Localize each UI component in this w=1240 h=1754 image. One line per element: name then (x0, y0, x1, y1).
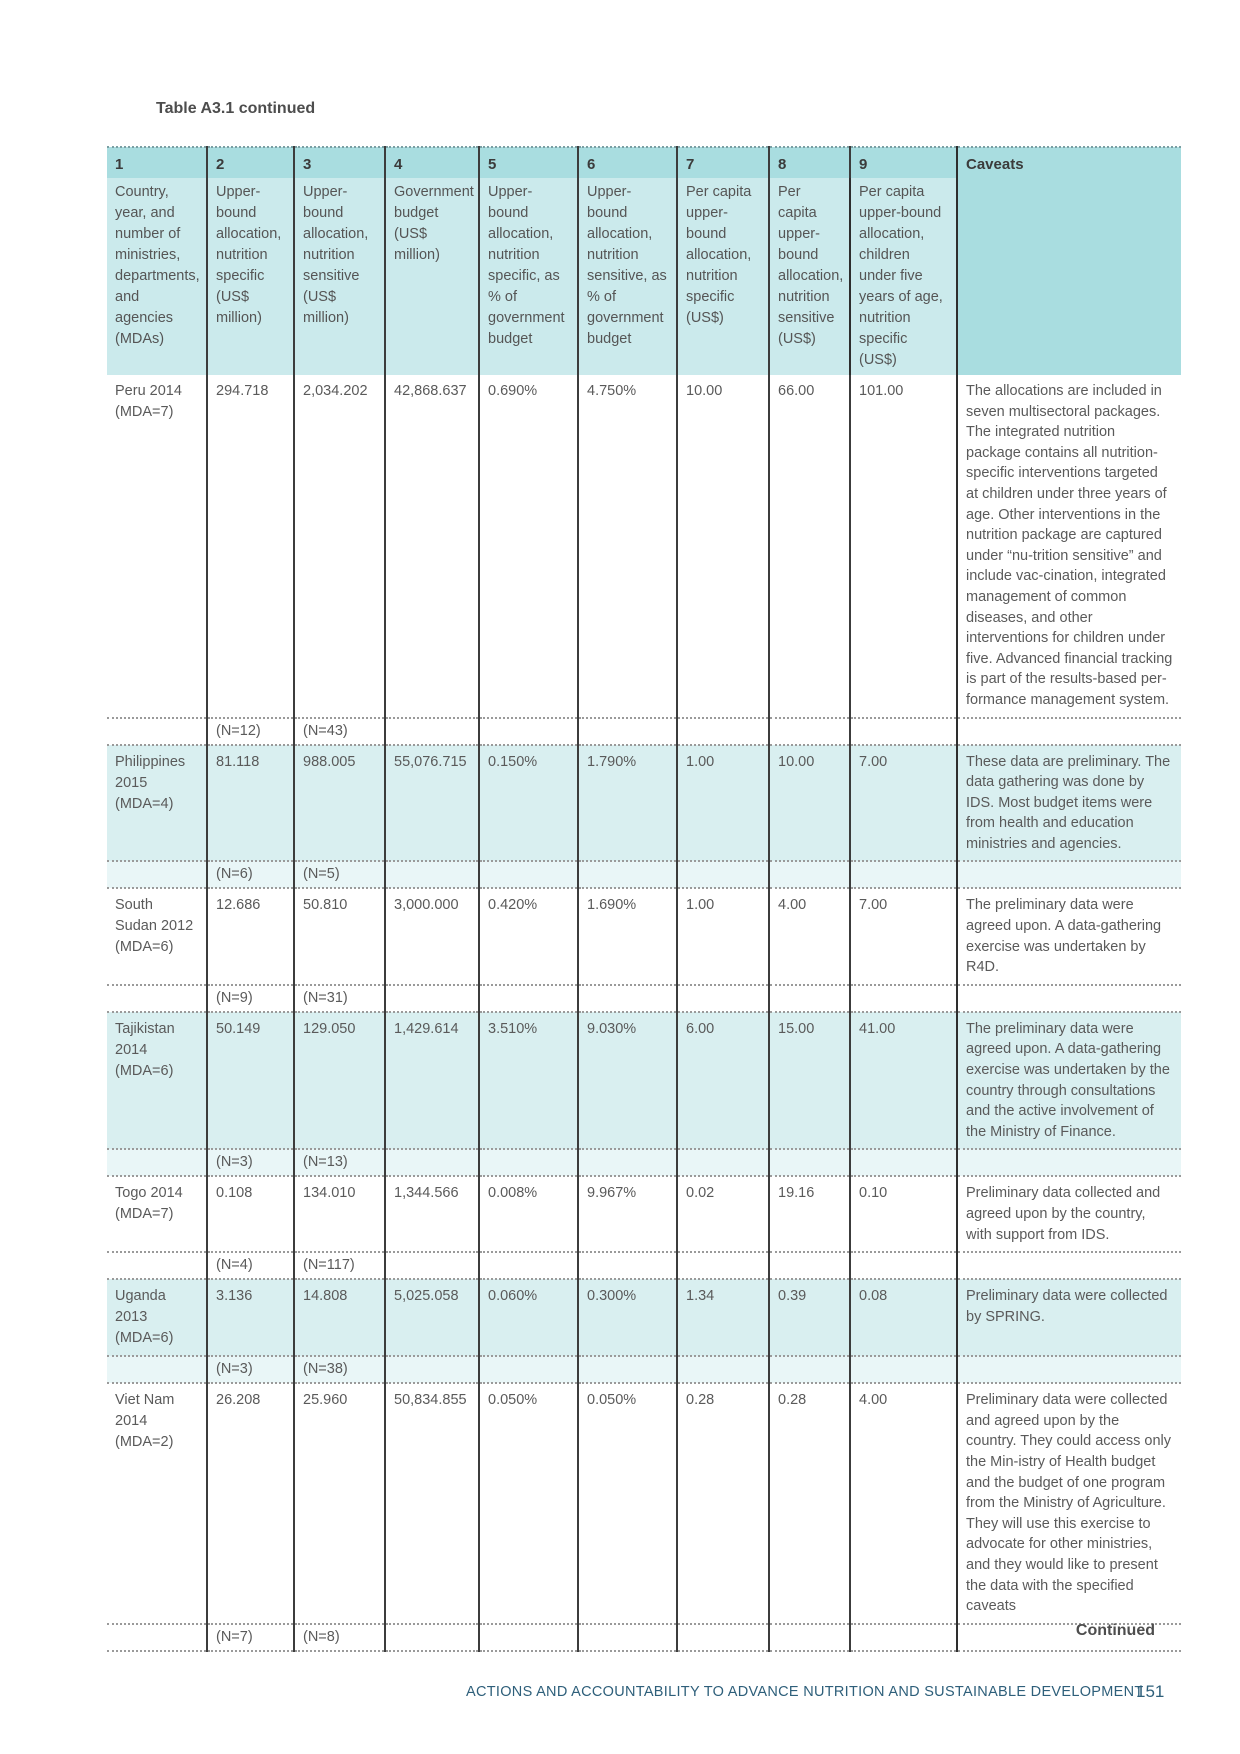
table-cell: 0.02 (677, 1176, 769, 1252)
column-number: 6 (578, 147, 677, 178)
caveats-header: Caveats (957, 147, 1181, 375)
column-number: 9 (850, 147, 957, 178)
table-cell: 129.050 (294, 1012, 385, 1150)
count-cell: (N=31) (294, 985, 385, 1012)
table-cell: 1,429.614 (385, 1012, 479, 1150)
column-header: Government budget (US$ million) (385, 178, 479, 375)
country-cell: Togo 2014 (MDA=7) (115, 1185, 183, 1223)
table-cell: 0.28 (769, 1383, 850, 1624)
column-number: 3 (294, 147, 385, 178)
table-cell: 134.010 (294, 1176, 385, 1252)
table-row (107, 745, 1181, 862)
table-row (107, 1176, 1181, 1252)
count-row (107, 1252, 1181, 1279)
table-cell: 0.300% (578, 1279, 677, 1356)
table-cell: 0.050% (578, 1383, 677, 1624)
data-table (107, 146, 1181, 1652)
column-header: Per capita upper-bound allocation, children under five years of age, nutrition specific (US$) (850, 178, 957, 375)
column-header: Upper-bound allocation, nutrition specific (US$ million) (207, 178, 294, 375)
column-header: Upper-bound allocation, nutrition sensitive (US$ million) (294, 178, 385, 375)
country-cell: Viet Nam 2014 (MDA=2) (115, 1392, 175, 1451)
running-footer: ACTIONS AND ACCOUNTABILITY TO ADVANCE NUTRITION AND SUSTAINABLE DEVELOPMENT (466, 1684, 1144, 1700)
table-cell: 0.690% (479, 375, 578, 718)
table-cell: 0.10 (850, 1176, 957, 1252)
count-cell: (N=38) (294, 1356, 385, 1383)
table-cell: 42,868.637 (385, 375, 479, 718)
table-cell: 4.00 (850, 1383, 957, 1624)
count-cell: (N=4) (207, 1252, 294, 1279)
count-cell: (N=12) (207, 718, 294, 745)
country-cell: Peru 2014 (MDA=7) (115, 383, 182, 420)
table-cell: 5,025.058 (385, 1279, 479, 1356)
count-row (107, 861, 1181, 888)
table-cell: 1.34 (677, 1279, 769, 1356)
country-cell: Uganda 2013 (MDA=6) (107, 1279, 207, 1356)
country-cell: Tajikistan 2014 (MDA=6) (107, 1012, 207, 1150)
caveat-cell: These data are preliminary. The data gathering was done by IDS. Most budget items were from health and education ministries and agencies. (957, 745, 1181, 862)
table-cell: 2,034.202 (294, 375, 385, 718)
table-cell: 12.686 (207, 888, 294, 984)
country-cell: South Sudan 2012 (MDA=6) (115, 897, 194, 956)
table-cell: 10.00 (677, 375, 769, 718)
table-cell: 6.00 (677, 1012, 769, 1150)
table-cell: 14.808 (294, 1279, 385, 1356)
count-cell: (N=7) (207, 1624, 294, 1651)
table-cell: 4.750% (578, 375, 677, 718)
count-row (107, 718, 1181, 745)
column-header: Country, year, and number of ministries, departments, and agencies (MDAs) (107, 178, 207, 375)
table-cell: 0.08 (850, 1279, 957, 1356)
continued-label: Continued (1075, 1622, 1155, 1639)
table-row (107, 1012, 1181, 1150)
column-number: 5 (479, 147, 578, 178)
count-cell: (N=3) (207, 1356, 294, 1383)
table-cell: 9.967% (578, 1176, 677, 1252)
caveat-cell: Preliminary data were collected by SPRING. (957, 1279, 1181, 1356)
count-cell: (N=6) (207, 861, 294, 888)
table-cell: 15.00 (769, 1012, 850, 1150)
table-row (107, 1279, 1181, 1356)
table-cell: 3,000.000 (385, 888, 479, 984)
table-cell: 1.690% (578, 888, 677, 984)
table-cell: 0.39 (769, 1279, 850, 1356)
table-cell: 50.810 (294, 888, 385, 984)
table-cell: 7.00 (850, 888, 957, 984)
caveat-cell: The preliminary data were agreed upon. A data-gathering exercise was undertaken by R4D. (957, 888, 1181, 984)
page-number: 151 (1136, 1682, 1165, 1701)
table-cell: 0.050% (479, 1383, 578, 1624)
column-header: Upper-bound allocation, nutrition specific, as % of government budget (479, 178, 578, 375)
column-header: Upper-bound allocation, nutrition sensitive, as % of government budget (578, 178, 677, 375)
column-number: 7 (677, 147, 769, 178)
table-cell: 3.136 (207, 1279, 294, 1356)
table-cell: 4.00 (769, 888, 850, 984)
table-cell: 81.118 (207, 745, 294, 862)
count-cell: (N=5) (294, 861, 385, 888)
caveat-cell: The preliminary data were agreed upon. A data-gathering exercise was undertaken by the country through consultations and the active involvement of the Ministry of Finance. (957, 1012, 1181, 1150)
count-cell: (N=9) (207, 985, 294, 1012)
table-row (107, 1383, 1181, 1624)
country-cell: Philippines 2015 (MDA=4) (107, 745, 207, 862)
table-cell: 55,076.715 (385, 745, 479, 862)
table-cell: 19.16 (769, 1176, 850, 1252)
column-header: Per capita upper-bound allocation, nutrition sensitive (US$) (769, 178, 850, 375)
table-cell: 294.718 (207, 375, 294, 718)
table-cell: 0.060% (479, 1279, 578, 1356)
table-cell: 0.008% (479, 1176, 578, 1252)
table-cell: 0.108 (207, 1176, 294, 1252)
table-cell: 66.00 (769, 375, 850, 718)
caveat-cell: The allocations are included in seven multisectoral packages. The integrated nutrition package contains all nutrition-specific interventions targeted at children under three years of age. Other interventions in the nutrition package are captured under “nu-trition sensitive” and include vac-cination, integrated management of common diseases, and other interventions for children under five. Advanced financial tracking is part of the results-based per-formance management system. (957, 375, 1181, 718)
count-cell: (N=43) (294, 718, 385, 745)
table-cell: 1.00 (677, 888, 769, 984)
column-number: 8 (769, 147, 850, 178)
table-cell: 988.005 (294, 745, 385, 862)
count-row (107, 985, 1181, 1012)
column-header: Per capita upper-bound allocation, nutrition specific (US$) (677, 178, 769, 375)
table-cell: 0.150% (479, 745, 578, 862)
count-row (107, 1624, 1181, 1651)
count-row (107, 1149, 1181, 1176)
table-title: Table A3.1 continued (156, 100, 316, 117)
table-cell: 1.00 (677, 745, 769, 862)
table-cell: 50.149 (207, 1012, 294, 1150)
count-cell: (N=3) (207, 1149, 294, 1176)
column-number: 2 (207, 147, 294, 178)
count-cell: (N=117) (294, 1252, 385, 1279)
table-cell: 3.510% (479, 1012, 578, 1150)
table-cell: 25.960 (294, 1383, 385, 1624)
count-cell: (N=8) (294, 1624, 385, 1651)
table-cell: 1.790% (578, 745, 677, 862)
table-row (107, 888, 1181, 984)
count-cell: (N=13) (294, 1149, 385, 1176)
table-cell: 101.00 (850, 375, 957, 718)
column-number: 4 (385, 147, 479, 178)
column-number-row (107, 147, 1181, 178)
table-row (107, 375, 1181, 718)
table-cell: 0.420% (479, 888, 578, 984)
count-row (107, 1356, 1181, 1383)
caveat-cell: Preliminary data collected and agreed upon by the country, with support from IDS. (957, 1176, 1181, 1252)
table-cell: 7.00 (850, 745, 957, 862)
table-cell: 26.208 (207, 1383, 294, 1624)
table-cell: 50,834.855 (385, 1383, 479, 1624)
table-cell: 41.00 (850, 1012, 957, 1150)
table-cell: 9.030% (578, 1012, 677, 1150)
table-cell: 0.28 (677, 1383, 769, 1624)
column-number: 1 (107, 147, 207, 178)
caveat-cell: Preliminary data were collected and agreed upon by the country. They could access only the Min-istry of Health budget and the budget of one program from the Ministry of Agriculture. They will use this exercise to advocate for other ministries, and they would like to present the data with the specified caveats (957, 1383, 1181, 1624)
table-cell: 1,344.566 (385, 1176, 479, 1252)
table-cell: 10.00 (769, 745, 850, 862)
